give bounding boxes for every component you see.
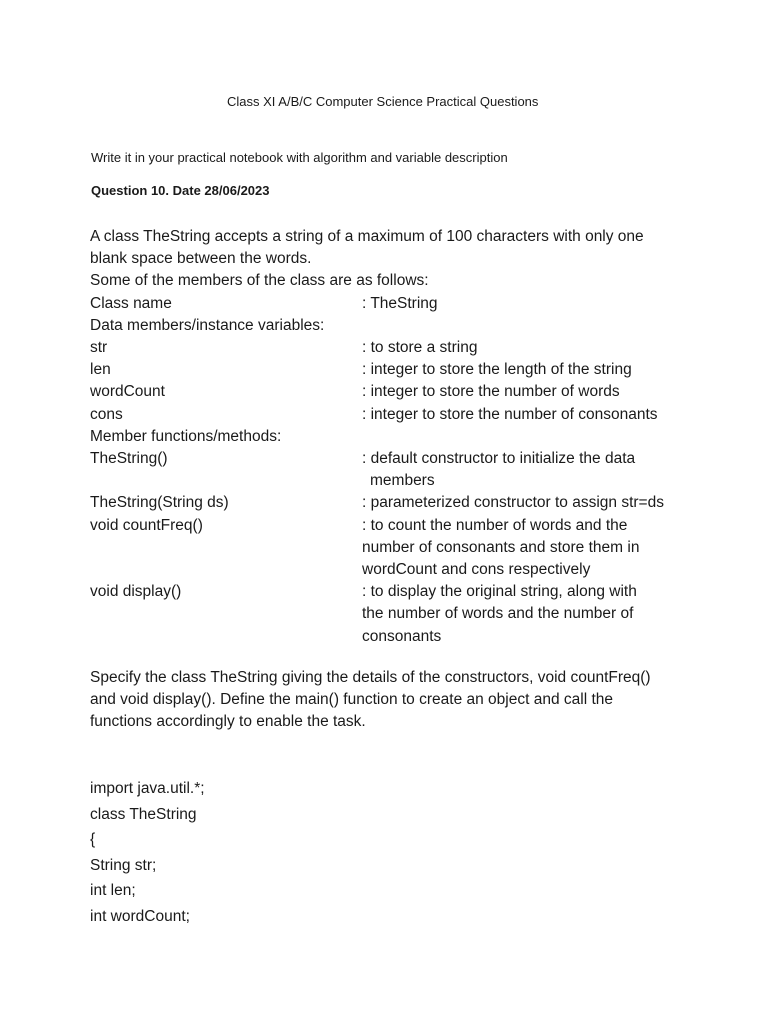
class-name-row (90, 293, 690, 315)
variable-row (90, 404, 690, 426)
code-line: class TheString (90, 805, 197, 823)
data-members-heading: Data members/instance variables: (90, 316, 325, 334)
variable-row (90, 381, 690, 403)
variable-description: : integer to store the number of words (362, 383, 620, 401)
variable-name: str (90, 339, 108, 357)
question-heading: Question 10. Date 28/06/2023 (91, 183, 270, 198)
variable-description: : integer to store the number of consonants (362, 405, 658, 423)
method-description-line: members (370, 472, 435, 490)
method-row (90, 448, 690, 492)
spec-line-3: functions accordingly to enable the task. (90, 713, 366, 731)
page-title: Class XI A/B/C Computer Science Practical Questions (227, 94, 539, 109)
method-description-line: the number of words and the number of (362, 605, 634, 623)
method-description-line: consonants (362, 627, 442, 645)
method-description-line: wordCount and cons respectively (362, 561, 591, 579)
method-description (362, 581, 690, 648)
method-description-line: : default constructor to initialize the data (362, 450, 636, 468)
intro-line-1: A class TheString accepts a string of a maximum of 100 characters with only one (90, 228, 644, 245)
code-line: int wordCount; (90, 907, 190, 925)
class-name-key: Class name (90, 294, 172, 312)
instruction-text: Write it in your practical notebook with algorithm and variable description (91, 150, 508, 165)
variable-description: : to store a string (362, 339, 478, 357)
spec-line-1: Specify the class TheString giving the details of the constructors, void countFreq() (90, 669, 651, 686)
method-row (90, 492, 690, 514)
variable-name: cons (90, 405, 123, 423)
code-line: String str; (90, 856, 157, 874)
specification-paragraph (90, 667, 690, 734)
method-description (362, 448, 690, 492)
variable-name: wordCount (90, 383, 165, 401)
method-description (362, 515, 690, 582)
method-description-line: : to count the number of words and the (362, 516, 628, 534)
method-name: TheString(String ds) (90, 494, 229, 512)
methods-heading: Member functions/methods: (90, 427, 282, 445)
method-name: void display() (90, 583, 182, 601)
variable-description: : integer to store the length of the string (362, 361, 632, 379)
code-block (90, 776, 205, 929)
method-name: void countFreq() (90, 516, 203, 534)
method-row (90, 515, 690, 582)
variable-name: len (90, 361, 111, 379)
method-description-line: : to display the original string, along with (362, 583, 637, 601)
spec-line-2: and void display(). Define the main() function to create an object and call the (90, 691, 613, 709)
class-name-value: : TheString (362, 294, 438, 312)
intro-line-3: Some of the members of the class are as follows: (90, 272, 429, 290)
method-name: TheString() (90, 450, 168, 468)
code-line: int len; (90, 882, 136, 899)
method-description: : parameterized constructor to assign str=ds (362, 494, 664, 512)
code-line: import java.util.*; (90, 780, 205, 797)
question-body (90, 226, 690, 648)
code-line: { (90, 831, 96, 848)
method-description-line: number of consonants and store them in (362, 538, 640, 556)
method-row (90, 581, 690, 648)
variable-row (90, 337, 690, 359)
intro-line-2: blank space between the words. (90, 250, 312, 268)
variable-row (90, 359, 690, 381)
